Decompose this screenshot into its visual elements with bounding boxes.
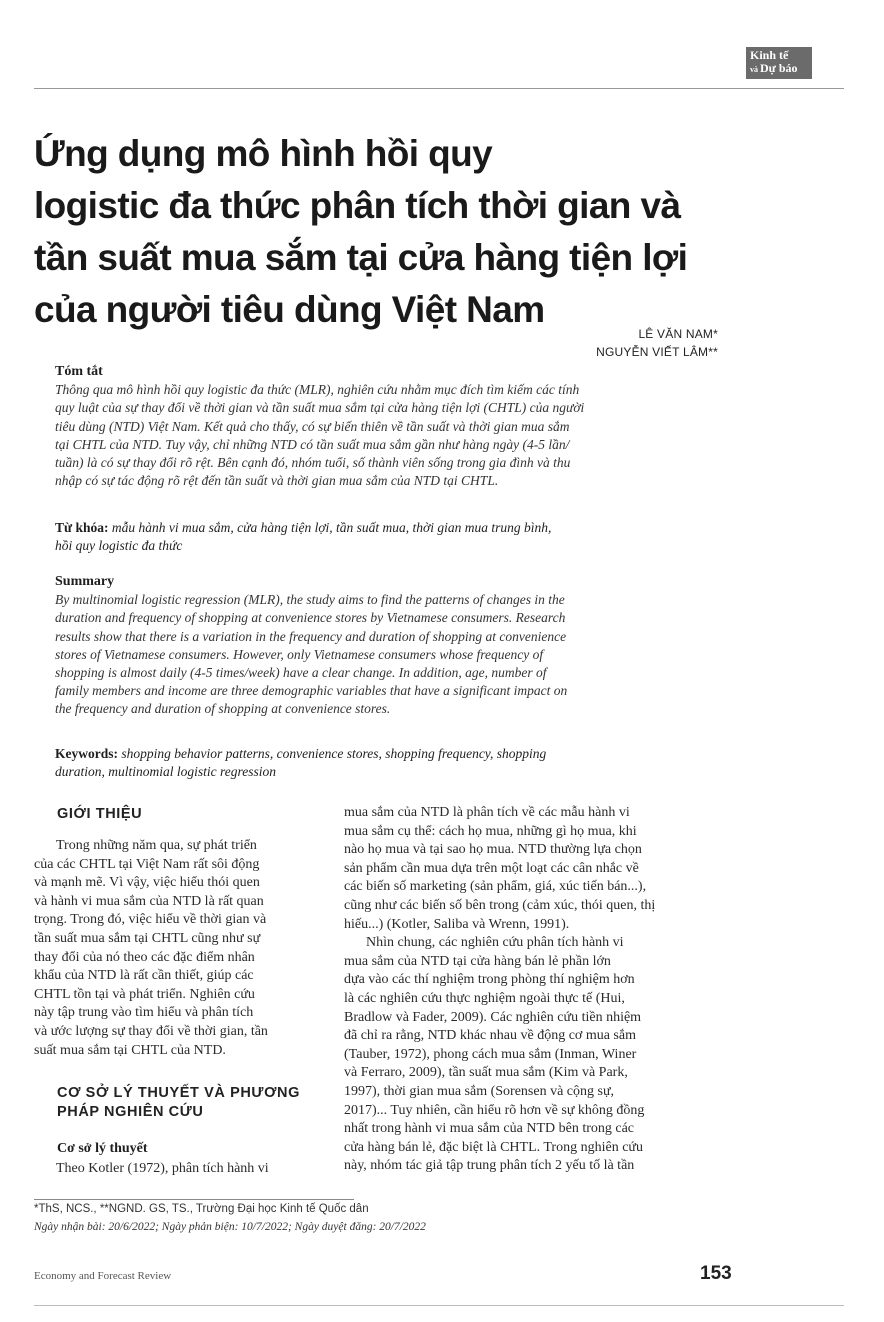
abstract-line: By multinomial logistic regression (MLR), the study aims to find the patterns of changes in the bbox=[55, 592, 565, 608]
logo-line1: Kinh tế bbox=[750, 48, 789, 62]
abstract-vi-heading: Tóm tắt bbox=[55, 364, 103, 379]
title-line: Ứng dụng mô hình hồi quy bbox=[34, 133, 493, 174]
abstract-line: results show that there is a variation in the frequency and duration of shopping at convenience bbox=[55, 628, 567, 644]
body-line: và Ferraro, 2009), tần suất mua sắm (Kim và Park, bbox=[344, 1065, 628, 1081]
subheading-theory: Cơ sở lý thuyết bbox=[57, 1141, 148, 1156]
abstract-vi bbox=[55, 363, 715, 490]
body-line: trọng. Trong đó, việc hiểu về thời gian và bbox=[34, 912, 267, 928]
body-line: dựa vào các thí nghiệm trong phòng thí nghiệm hơn bbox=[344, 972, 635, 988]
footnote-rule bbox=[34, 1199, 354, 1200]
body-line: là các nghiên cứu thực nghiệm ngoài thực tế (Hui, bbox=[344, 990, 625, 1006]
author-1: LÊ VĂN NAM* bbox=[638, 327, 718, 341]
body-line: và hành vi mua sắm của NTD là rất quan bbox=[34, 893, 264, 909]
right-column bbox=[344, 804, 738, 1176]
abstract-vi-body bbox=[55, 381, 715, 490]
body-line: cửa hàng bán lẻ, đặc biệt là CHTL. Trong nghiên cứu bbox=[344, 1139, 643, 1155]
keywords-vi-text-2: hồi quy logistic đa thức bbox=[55, 538, 183, 554]
body-line: Nhìn chung, các nghiên cứu phân tích hành vi bbox=[366, 935, 624, 951]
body-line: suất mua sắm tại CHTL của NTD. bbox=[34, 1042, 226, 1058]
body-line: và ước lượng sự thay đổi về thời gian, tần bbox=[34, 1023, 268, 1039]
footer-rule bbox=[34, 1305, 844, 1306]
body-line: đã chỉ ra rằng, NTD khác nhau về động cơ mua sắm bbox=[344, 1028, 636, 1044]
keywords-en bbox=[55, 745, 715, 781]
abstract-line: duration and frequency of shopping at convenience stores by Vietnamese consumers. Research bbox=[55, 610, 566, 626]
title-line: tần suất mua sắm tại cửa hàng tiện lợi bbox=[34, 237, 688, 278]
section-heading-theory bbox=[57, 1084, 300, 1122]
abstract-line: family members and income are three demographic variables that have a significant impact on bbox=[55, 683, 568, 699]
body-line: 1997), thời gian mua sắm (Sorensen và cộng sự, bbox=[344, 1083, 615, 1099]
section-heading-line: CƠ SỞ LÝ THUYẾT VÀ PHƯƠNG bbox=[57, 1085, 300, 1101]
body-line: 2017)... Tuy nhiên, cần hiểu rõ hơn về sự không đồng bbox=[344, 1102, 645, 1118]
author-2: NGUYỄN VIẾT LÂM** bbox=[596, 345, 718, 359]
page-number: 153 bbox=[700, 1263, 732, 1284]
logo-line2 bbox=[750, 62, 798, 76]
abstract-en-body bbox=[55, 591, 715, 718]
footnote-affiliation: *ThS, NCS., **NGND. GS, TS., Trường Đại học Kinh tế Quốc dân bbox=[34, 1203, 369, 1215]
body-line: mua sắm của NTD là phân tích về các mẫu hành vi bbox=[344, 805, 630, 820]
body-line: tần suất mua sắm tại CHTL cũng như sự bbox=[34, 930, 261, 946]
title-line: của người tiêu dùng Việt Nam bbox=[34, 289, 545, 330]
keywords-vi-label: Từ khóa: bbox=[55, 520, 109, 535]
section-heading-line: PHÁP NGHIÊN CỨU bbox=[57, 1104, 204, 1120]
keywords-vi bbox=[55, 519, 715, 555]
body-line: nào họ mua và tại sao họ mua. NTD thường lựa chọn bbox=[344, 842, 642, 858]
abstract-line: tiêu dùng (NTD) Việt Nam. Kết quả cho thấy, có sự biến thiên về tần suất và thời gian mua sắm bbox=[55, 418, 570, 434]
footnote-dates: Ngày nhận bài: 20/6/2022; Ngày phản biện: 10/7/2022; Ngày duyệt đăng: 20/7/2022 bbox=[34, 1221, 426, 1233]
abstract-line: shopping is almost daily (4-5 times/week) have a clear change. In addition, age, number of bbox=[55, 665, 547, 681]
logo-and: và bbox=[750, 65, 758, 74]
body-line: sản phẩm cần mua dựa trên một loạt các cân nhắc về bbox=[344, 860, 639, 876]
body-line: (Tauber, 1972), phong cách mua sắm (Inman, Winer bbox=[344, 1046, 637, 1062]
logo-line2-text: Dự báo bbox=[760, 61, 798, 75]
abstract-line: quy luật của sự thay đổi về thời gian và tần suất mua sắm tại cửa hàng tiện lợi (CHTL) của người bbox=[55, 400, 585, 416]
theory-paragraph bbox=[34, 1160, 326, 1179]
body-line: mua sắm cụ thể: cách họ mua, những gì họ mua, khi bbox=[344, 823, 637, 839]
header-rule bbox=[34, 88, 844, 89]
body-line: khẩu của NTD là rất cần thiết, giúp các bbox=[34, 968, 254, 984]
abstract-line: stores of Vietnamese consumers. However, only Vietnamese consumers whose frequency of bbox=[55, 646, 544, 662]
body-line: các biến số marketing (sản phẩm, giá, xúc tiến bán...), bbox=[344, 879, 647, 895]
body-line: và mạnh mẽ. Vì vậy, việc hiểu thói quen bbox=[34, 875, 260, 891]
body-line: CHTL tồn tại và phát triển. Nghiên cứu bbox=[34, 986, 255, 1002]
body-line: cũng như các biến số bên trong (cảm xúc, thói quen, thị bbox=[344, 897, 656, 913]
body-line: thay đổi của nó theo các đặc điểm nhân bbox=[34, 949, 255, 965]
abstract-line: tuần) là có sự thay đổi rõ rệt. Bên cạnh đó, nhóm tuổi, số thành viên sống trong gia đình và thu bbox=[55, 455, 571, 471]
journal-logo bbox=[746, 47, 812, 79]
abstract-line: tại CHTL của NTD. Tuy vậy, chỉ những NTD có tần suất mua sắm gần như hàng ngày (4-5 lần/ bbox=[55, 436, 570, 452]
body-line: Trong những năm qua, sự phát triển bbox=[56, 838, 257, 853]
abstract-en bbox=[55, 573, 715, 719]
title-line: logistic đa thức phân tích thời gian và bbox=[34, 185, 681, 226]
abstract-en-heading: Summary bbox=[55, 574, 115, 589]
keywords-vi-text: mẫu hành vi mua sắm, cửa hàng tiện lợi, tần suất mua, thời gian mua trung bình, bbox=[111, 520, 552, 535]
body-line: mua sắm của NTD tại cửa hàng bán lẻ phần lớn bbox=[344, 953, 611, 969]
abstract-line: Thông qua mô hình hồi quy logistic đa thức (MLR), nghiên cứu nhằm mục đích tìm kiếm các tính bbox=[55, 382, 580, 398]
body-line: Bradlow và Fader, 2009). Các nghiên cứu tiền nhiệm bbox=[344, 1009, 642, 1025]
body-line: hiếu...) (Kotler, Saliba và Wrenn, 1991). bbox=[344, 916, 570, 932]
journal-name: Economy and Forecast Review bbox=[34, 1270, 172, 1282]
section-heading-intro: GIỚI THIỆU bbox=[57, 806, 143, 822]
abstract-line: nhập có sự tác động rõ rệt đến tần suất và thời gian mua sắm của NTD tại CHTL. bbox=[55, 473, 499, 489]
body-line: Theo Kotler (1972), phân tích hành vi bbox=[56, 1161, 269, 1176]
article-title bbox=[34, 128, 764, 336]
body-line: này tập trung vào tìm hiểu và phân tích bbox=[34, 1005, 254, 1021]
keywords-en-text-2: duration, multinomial logistic regression bbox=[55, 764, 277, 780]
keywords-en-label: Keywords: bbox=[55, 746, 118, 761]
abstract-line: the frequency and duration of shopping at convenience stores. bbox=[55, 701, 391, 717]
keywords-en-text: shopping behavior patterns, convenience stores, shopping frequency, shopping bbox=[121, 746, 547, 761]
body-line: của các CHTL tại Việt Nam rất sôi động bbox=[34, 856, 260, 872]
intro-paragraph bbox=[34, 837, 326, 1060]
body-line: nhất trong hành vi mua sắm của NTD bên trong các bbox=[344, 1121, 635, 1137]
body-line: này, nhóm tác giả tập trung phân tích 2 yếu tố là tần bbox=[344, 1158, 635, 1174]
